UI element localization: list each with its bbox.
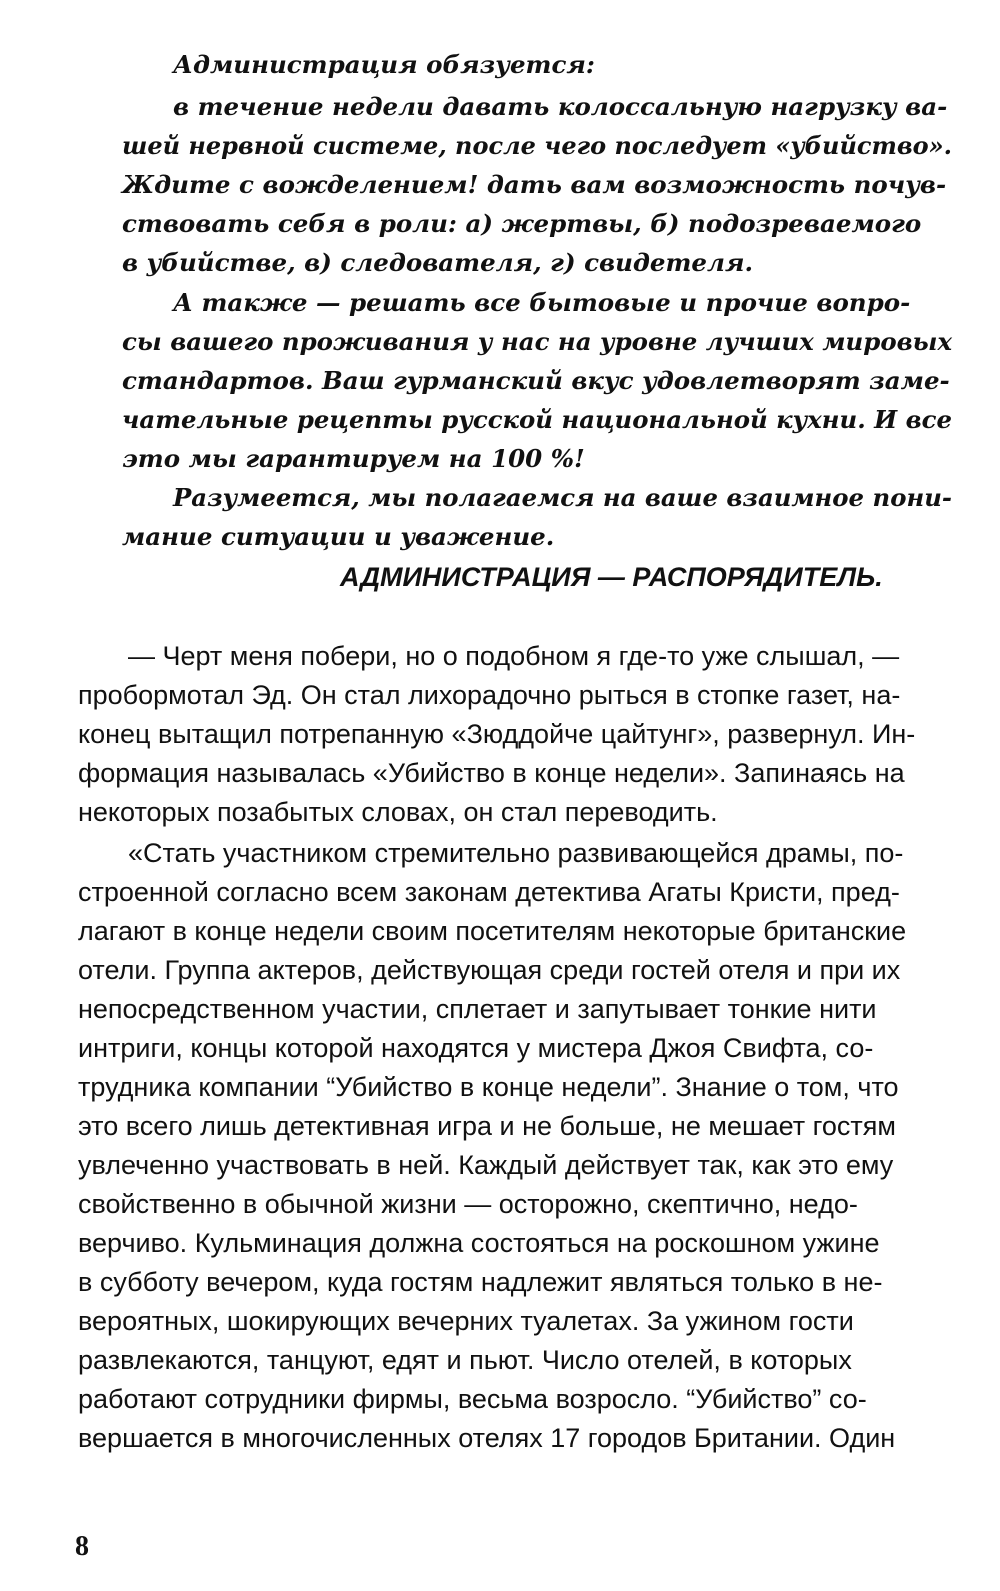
- text-line: увлеченно участвовать в ней. Каждый действует так, как это ему: [78, 1150, 894, 1180]
- text-line: строенной согласно всем законам детектива Агаты Кристи, пред-: [78, 877, 900, 907]
- text-line: это всего лишь детективная игра и не больше, не мешает гостям: [78, 1111, 896, 1141]
- notice-heading: Администрация обязуется:: [173, 50, 595, 79]
- text-line: отели. Группа актеров, действующая среди гостей отеля и при их: [78, 955, 901, 985]
- text-line: — Черт меня побери, но о подобном я где-то уже слышал, —: [128, 641, 900, 671]
- text-line: работают сотрудники фирмы, весьма возросло. “Убийство” со-: [78, 1384, 867, 1414]
- notice-line: чательные рецепты русской национальной кухни. И все: [122, 405, 953, 434]
- text-line: вершается в многочисленных отелях 17 городов Британии. Один: [78, 1423, 896, 1453]
- notice-line: Ждите с вожделением! дать вам возможность почув-: [122, 170, 947, 199]
- notice-line: в течение недели давать колоссальную нагрузку ва-: [173, 92, 948, 121]
- text-line: пробормотал Эд. Он стал лихорадочно рыться в стопке газет, на-: [78, 680, 901, 710]
- notice-signature: АДМИНИСТРАЦИЯ — РАСПОРЯДИТЕЛЬ.: [340, 562, 883, 592]
- notice-line: ствовать себя в роли: а) жертвы, б) подозреваемого: [122, 209, 922, 238]
- notice-line: сы вашего проживания у нас на уровне лучших мировых: [122, 327, 953, 356]
- page-number: 8: [75, 1531, 89, 1562]
- notice-line: это мы гарантируем на 100 %!: [122, 444, 585, 473]
- text-line: конец вытащил потрепанную «Зюддойче цайтунг», развернул. Ин-: [78, 719, 916, 749]
- text-line: непосредственном участии, сплетает и запутывает тонкие нити: [78, 994, 877, 1024]
- text-line: вероятных, шокирующих вечерних туалетах. За ужином гости: [78, 1306, 854, 1336]
- notice-line: мание ситуации и уважение.: [122, 522, 555, 551]
- text-line: трудника компании “Убийство в конце недели”. Знание о том, что: [78, 1072, 899, 1102]
- text-line: в субботу вечером, куда гостям надлежит являться только в не-: [78, 1267, 883, 1297]
- notice-line: в убийстве, в) следователя, г) свидетеля.: [122, 248, 753, 277]
- notice-line: Разумеется, мы полагаемся на ваше взаимное пони-: [173, 483, 953, 512]
- text-line: некоторых позабытых словах, он стал переводить.: [78, 797, 718, 827]
- text-line: формация называлась «Убийство в конце недели». Запинаясь на: [78, 758, 905, 788]
- notice-line: шей нервной системе, после чего последует «убийство».: [122, 131, 952, 160]
- notice-line: А также — решать все бытовые и прочие вопро-: [173, 288, 911, 317]
- text-line: свойственно в обычной жизни — осторожно, скептично, недо-: [78, 1189, 858, 1219]
- notice-line: стандартов. Ваш гурманский вкус удовлетворят заме-: [122, 366, 950, 395]
- text-line: интриги, концы которой находятся у мистера Джоя Свифта, со-: [78, 1033, 874, 1063]
- text-line: «Стать участником стремительно развивающейся драмы, по-: [128, 838, 904, 868]
- text-line: лагают в конце недели своим посетителям некоторые британские: [78, 916, 907, 946]
- text-line: развлекаются, танцуют, едят и пьют. Число отелей, в которых: [78, 1345, 852, 1375]
- text-line: верчиво. Кульминация должна состояться на роскошном ужине: [78, 1228, 880, 1258]
